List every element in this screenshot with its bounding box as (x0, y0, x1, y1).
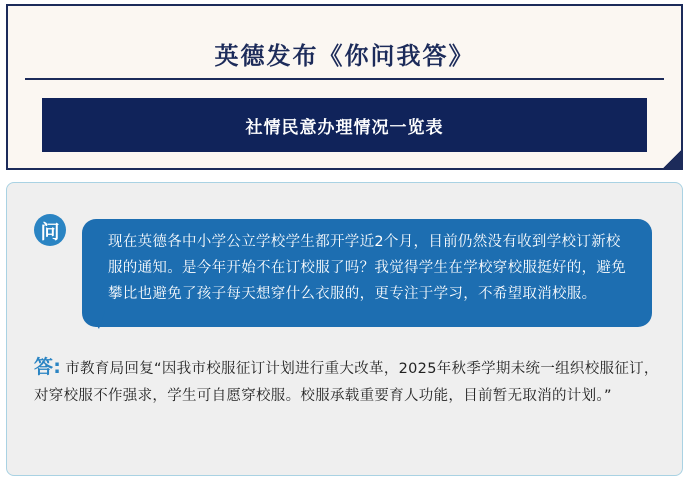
speech-bubble-tail (87, 311, 105, 329)
page-title: 英德发布《你问我答》 (214, 42, 475, 70)
subtitle-banner (42, 98, 647, 152)
answer-text: 市教育局回复“因我市校服征订计划进行重大改革，2025年秋季学期未统一组织校服征订，对穿校服不作强求，学生可自愿穿校服。校服承载重要育人功能，目前暂无取消的计划。” (34, 361, 659, 404)
subtitle-text: 社情民意办理情况一览表 (245, 117, 444, 138)
question-text: 现在英德各中小学公立学校学生都开学近2个月，目前仍然没有收到学校订新校服的通知。是今年开始不在订校服了吗？我觉得学生在学校穿校服挺好的，避免攀比也避免了孩子每天想穿什么衣服的，更专注于学习，不希望取消校服。 (108, 234, 626, 302)
corner-fold-decoration (663, 150, 681, 168)
question-badge-label: 问 (40, 220, 60, 243)
title-divider (25, 78, 664, 80)
question-bubble (82, 219, 652, 327)
answer-label: 答: (34, 356, 62, 378)
question-badge (34, 214, 66, 246)
header-card (6, 4, 683, 170)
qa-card (6, 182, 683, 476)
answer-block (34, 354, 662, 410)
